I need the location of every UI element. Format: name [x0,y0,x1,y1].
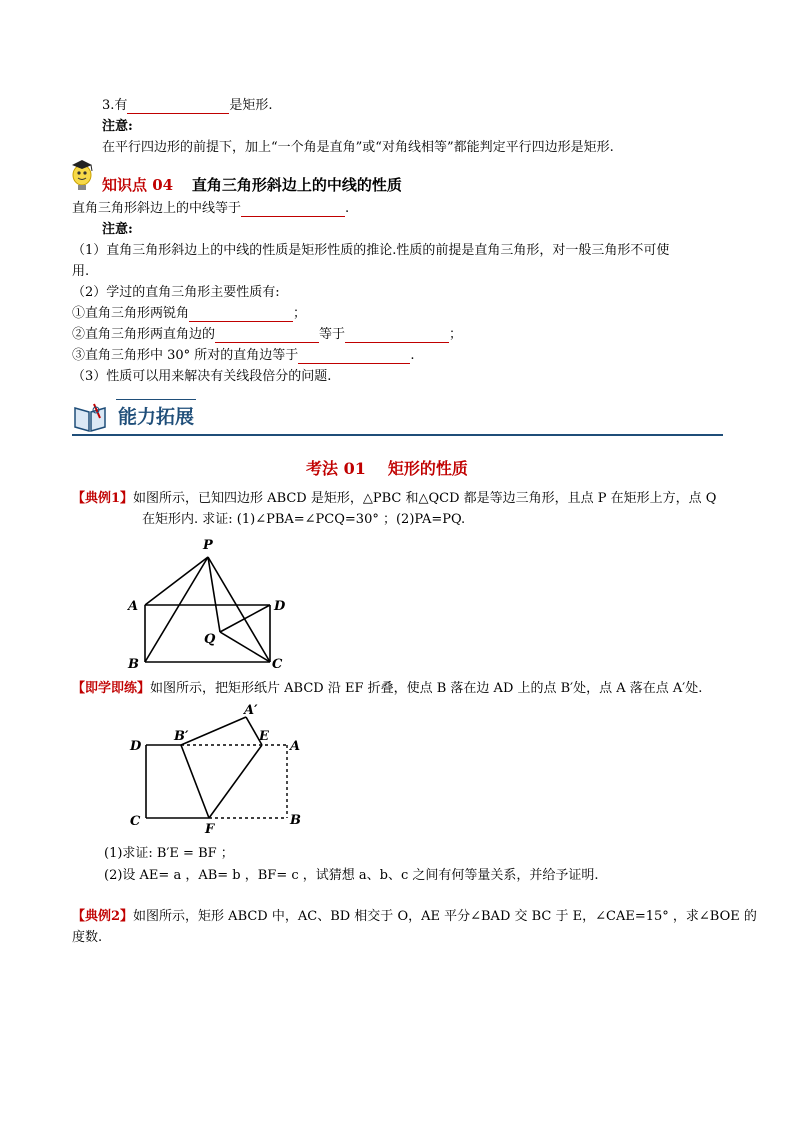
label-B-prime: B′ [174,729,189,744]
answer-blank[interactable] [215,330,319,343]
section-underline [72,434,723,436]
note-label: 注意: [102,222,133,237]
practice-question-2: (2)设 AE= a ，AB= b ，BF= c ，试猜想 a、b、c 之间有何等量关系，并给予证明. [104,868,599,883]
label-B: B [290,813,301,828]
knowledge-point-title: 知识点 04 直角三角形斜边上的中线的性质 [102,176,402,194]
example1-line1: 【典例1】如图所示，已知四边形 ABCD 是矩形，△PBC 和△QCD 都是等边三角形，且点 P 在矩形上方，点 Q [72,491,717,506]
label-C: C [130,814,141,829]
property-2: ②直角三角形两直角边的 等于 ； [72,327,463,342]
note-text: 在平行四边形的前提下，加上“一个角是直角”或“对角线相等”都能判定平行四边形是矩形. [102,140,614,155]
segment-B1F [181,745,209,818]
label-A: A [128,599,139,614]
segment-B1A1 [181,717,246,745]
example2-line1: 【典例2】如图所示，矩形 ABCD 中，AC、BD 相交于 O，AE 平分∠BAD 交 BC 于 E，∠CAE=15° ，求∠BOE 的 [72,909,757,924]
method-heading: 考法 01 矩形的性质 [306,459,468,478]
segment-PA [145,557,208,605]
answer-blank[interactable] [127,101,229,114]
kp-statement: 直角三角形斜边上的中线等于 . [72,201,350,216]
segment-EF [209,745,262,818]
answer-blank[interactable] [241,204,345,217]
example1-line2: 在矩形内. 求证: (1)∠PBA=∠PCQ=30° ；(2)PA=PQ. [142,512,466,527]
label-D: D [130,739,142,754]
example2-line2: 度数. [72,930,103,945]
note-1-line2: 用. [72,264,90,279]
segment-QC [220,632,270,662]
segment-PB [145,557,208,662]
section-title: 能力拓展 [118,406,195,428]
item3-line: 3.有 是矩形. [102,98,273,113]
label-P: P [203,538,213,553]
label-A-prime: A′ [244,703,258,718]
label-D: D [274,599,286,614]
answer-blank[interactable] [298,351,410,364]
lightbulb-icon [66,158,98,192]
label-A: A [290,739,301,754]
property-3: ③直角三角形中 30° 所对的直角边等于 . [72,348,415,363]
figure-rectangle-equilateral [120,535,300,673]
label-Q: Q [204,632,216,647]
book-icon [72,400,108,434]
label-B: B [128,657,139,672]
practice-line: 【即学即练】如图所示，把矩形纸片 ABCD 沿 EF 折叠，使点 B 落在边 AD 上的点 B′处，点 A 落在点 A′处. [72,681,703,696]
note-1-line1: （1）直角三角形斜边上的中线的性质是矩形性质的推论.性质的前提是直角三角形，对一般三角形不可使 [72,243,670,258]
segment-QD [220,605,270,632]
label-C: C [272,657,283,672]
answer-blank[interactable] [189,309,293,322]
note-3: （3）性质可以用来解决有关线段倍分的问题. [72,369,332,384]
figure-folded-rectangle [126,700,316,840]
label-E: E [259,729,269,744]
practice-question-1: (1)求证: B′E = BF ； [104,846,234,861]
note-2: （2）学过的直角三角形主要性质有: [72,285,280,300]
property-1: ①直角三角形两锐角 ； [72,306,307,321]
note-label: 注意: [102,119,133,134]
answer-blank[interactable] [345,330,449,343]
label-F: F [205,822,215,837]
section-top-rule [116,399,196,400]
